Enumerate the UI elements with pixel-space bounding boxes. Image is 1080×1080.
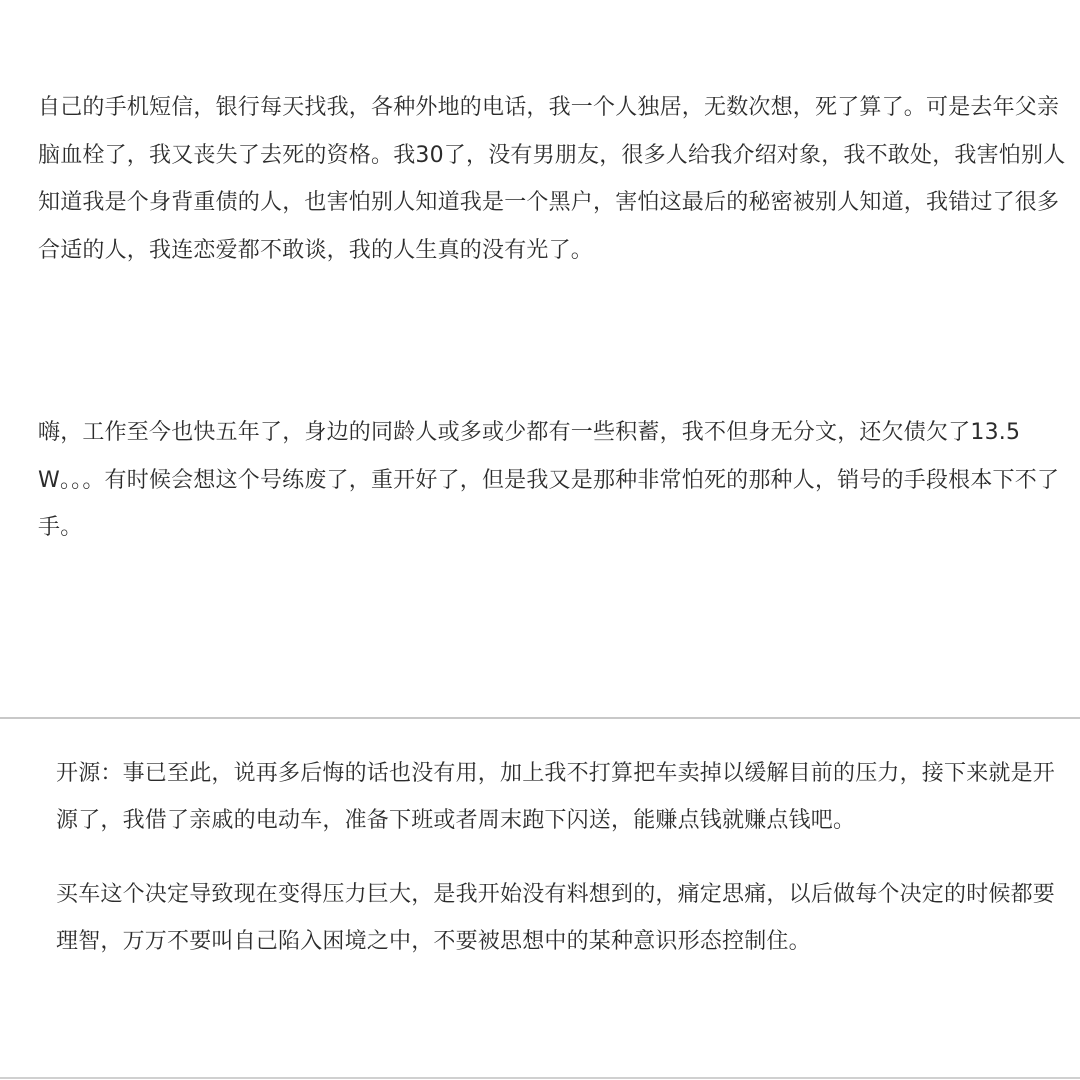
bottom-divider <box>0 1077 1080 1079</box>
section-divider <box>0 717 1080 719</box>
post-section-1 <box>0 84 1080 274</box>
paragraph-3: 开源：事已至此，说再多后悔的话也没有用，加上我不打算把车卖掉以缓解目前的压力，接下来就是开源了，我借了亲戚的电动车，准备下班或者周末跑下闪送，能赚点钱就赚点钱吧。 <box>56 761 1056 833</box>
post-section-3 <box>0 750 1080 965</box>
post-section-2 <box>0 409 1080 552</box>
paragraph-2: 嗨，工作至今也快五年了，身边的同龄人或多或少都有一些积蓄，我不但身无分文，还欠债欠了13.5W。。。有时候会想这个号练废了，重开好了，但是我又是那种非常怕死的那种人，销号的手段根本下不了手。 <box>38 420 1060 540</box>
paragraph-4: 买车这个决定导致现在变得压力巨大，是我开始没有料想到的，痛定思痛，以后做每个决定的时候都要理智，万万不要叫自己陷入困境之中，不要被思想中的某种意识形态控制住。 <box>56 882 1056 954</box>
paragraph-1: 自己的手机短信，银行每天找我，各种外地的电话，我一个人独居，无数次想，死了算了。可是去年父亲脑血栓了，我又丧失了去死的资格。我30了，没有男朋友，很多人给我介绍对象，我不敢处，我害怕别人知道我是个身背重债的人，也害怕别人知道我是一个黑户，害怕这最后的秘密被别人知道，我错过了很多合适的人，我连恋爱都不敢谈，我的人生真的没有光了。 <box>38 95 1066 263</box>
